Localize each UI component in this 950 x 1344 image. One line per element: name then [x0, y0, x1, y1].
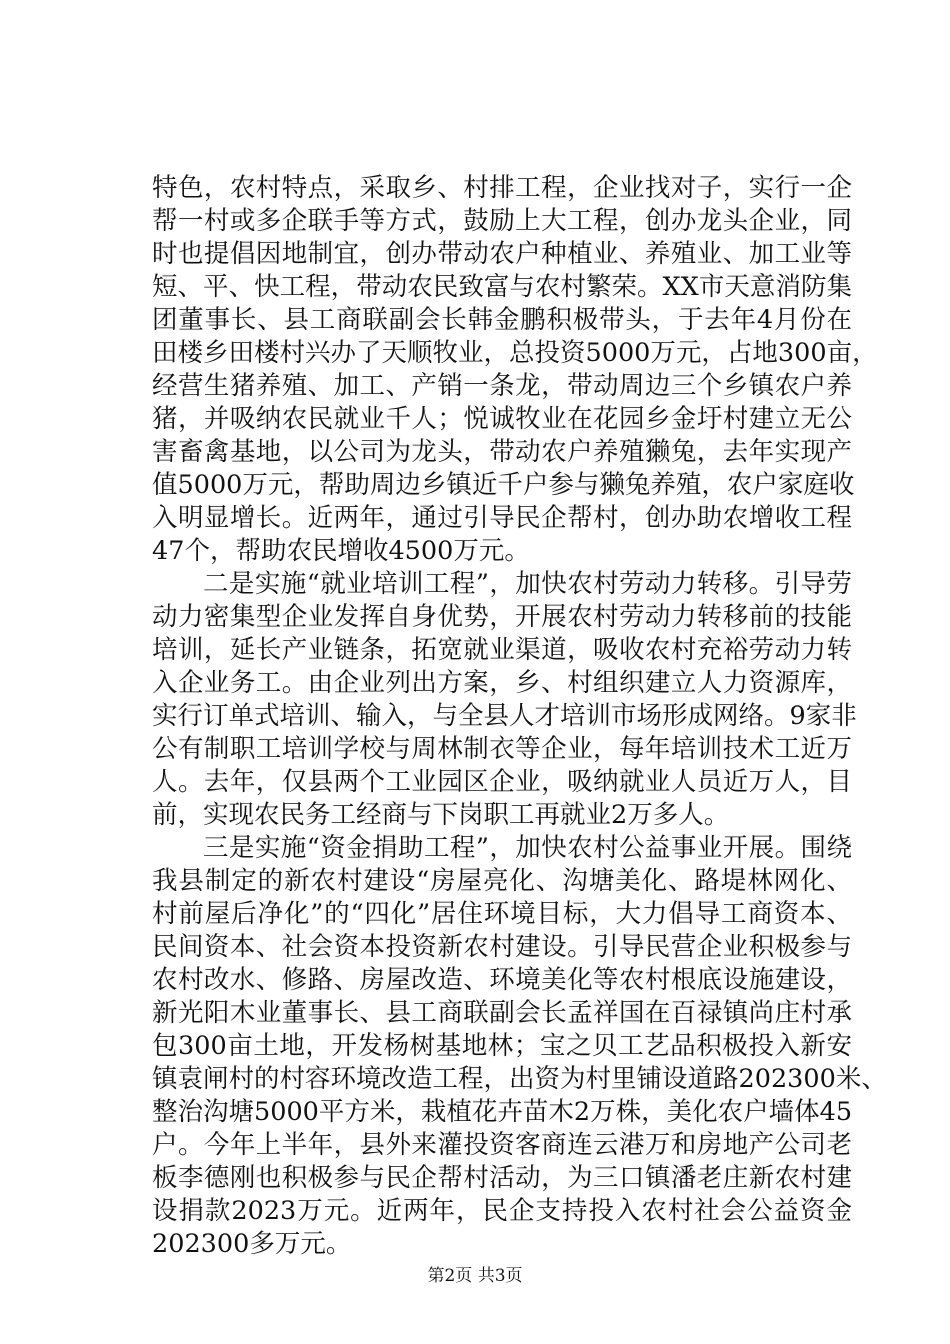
text-line: 设捐款2023万元。近两年，民企支持投入农村社会公益资金 [152, 1196, 852, 1226]
text-line: 培训，延长产业链条，拓宽就业渠道，吸收农村充裕劳动力转 [152, 635, 852, 665]
text-line: 田楼乡田楼村兴办了天顺牧业，总投资5000万元，占地300亩， [152, 338, 878, 368]
text-line: 三是实施“资金捐助工程”，加快农村公益事业开展。围绕 [203, 833, 852, 863]
text-line: 我县制定的新农村建设“房屋亮化、沟塘美化、路堤林网化、 [152, 866, 852, 896]
text-line: 公有制职工培训学校与周林制衣等企业，每年培训技术工近万 [152, 734, 852, 764]
text-line: 入企业务工。由企业列出方案，乡、村组织建立人力资源库， [152, 668, 852, 698]
text-line: 帮一村或多企联手等方式，鼓励上大工程，创办龙头企业，同 [152, 206, 852, 236]
text-line: 人。去年，仅县两个工业园区企业，吸纳就业人员近万人，目 [152, 767, 852, 797]
text-line: 实行订单式培训、输入，与全县人才培训市场形成网络。9家非 [152, 701, 857, 731]
text-line: 新光阳木业董事长、县工商联副会长孟祥国在百禄镇尚庄村承 [152, 998, 852, 1028]
text-line: 村前屋后净化”的“四化”居住环境目标，大力倡导工商资本、 [152, 899, 852, 929]
text-line: 镇袁闸村的村容环境改造工程，出资为村里铺设道路202300米、 [152, 1064, 887, 1094]
text-line: 团董事长、县工商联副会长韩金鹏积极带头，于去年4月份在 [152, 305, 852, 335]
text-line: 入明显增长。近两年，通过引导民企帮村，创办助农增收工程 [152, 503, 852, 533]
text-line: 二是实施“就业培训工程”，加快农村劳动力转移。引导劳 [203, 569, 852, 599]
text-line: 值5000万元，帮助周边乡镇近千户参与獭兔养殖，农户家庭收 [152, 470, 855, 500]
text-line: 202300多万元。 [152, 1229, 352, 1259]
text-line: 包300亩土地，开发杨树基地林；宝之贝工艺品积极投入新安 [152, 1031, 852, 1061]
text-line: 时也提倡因地制宜，创办带动农户种植业、养殖业、加工业等 [152, 239, 852, 269]
text-line: 经营生猪养殖、加工、产销一条龙，带动周边三个乡镇农户养 [152, 371, 852, 401]
text-line: 特色，农村特点，采取乡、村排工程，企业找对子，实行一企 [152, 173, 852, 203]
text-line: 板李德刚也积极参与民企帮村活动，为三口镇潘老庄新农村建 [152, 1163, 852, 1193]
text-line: 动力密集型企业发挥自身优势，开展农村劳动力转移前的技能 [152, 602, 852, 632]
text-line: 47个，帮助农民增收4500万元。 [152, 536, 530, 566]
text-line: 户。今年上半年，县外来灌投资客商连云港万和房地产公司老 [152, 1130, 852, 1160]
text-line: 害畜禽基地，以公司为龙头，带动农户养殖獭兔，去年实现产 [152, 437, 852, 467]
page-footer [0, 1266, 950, 1286]
page-number-label: 第2页 共3页 [427, 1266, 523, 1286]
text-line: 整治沟塘5000平方米，栽植花卉苗木2万株，美化农户墙体45 [152, 1097, 853, 1127]
text-line: 短、平、快工程，带动农民致富与农村繁荣。XX市天意消防集 [152, 272, 852, 302]
text-line: 民间资本、社会资本投资新农村建设。引导民营企业积极参与 [152, 932, 852, 962]
text-line: 农村改水、修路、房屋改造、环境美化等农村根底设施建设， [152, 965, 852, 995]
text-line: 前，实现农民务工经商与下岗职工再就业2万多人。 [152, 800, 730, 830]
text-line: 猪，并吸纳农民就业千人；悦诚牧业在花园乡金圩村建立无公 [152, 404, 852, 434]
